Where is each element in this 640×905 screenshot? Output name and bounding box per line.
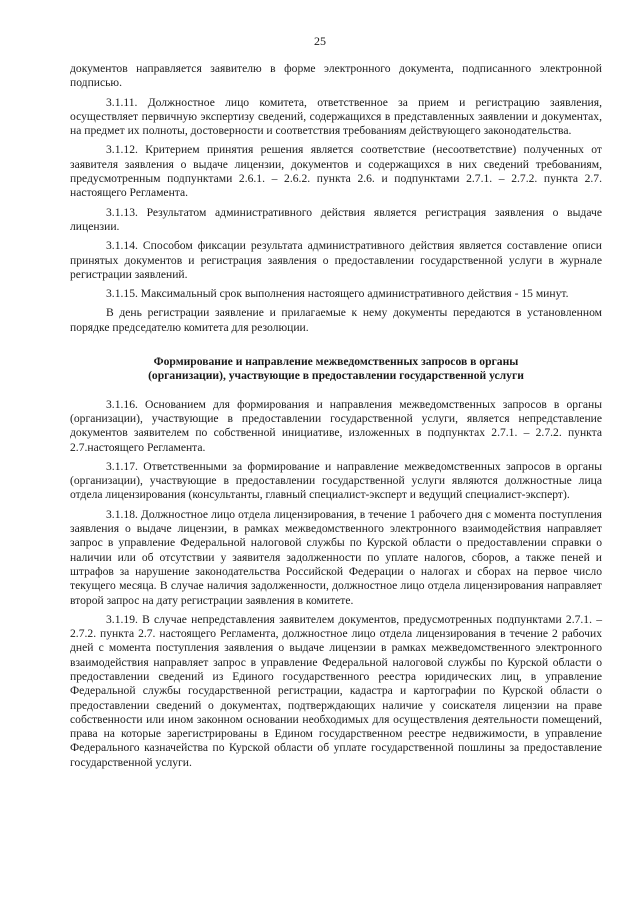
- paragraph-3-1-15: 3.1.15. Максимальный срок выполнения настоящего административного действия - 15 минут.: [106, 287, 569, 301]
- section-heading: [70, 355, 602, 384]
- paragraph-3-1-19: 3.1.19. В случае непредставления заявителем документов, предусмотренных подпунктами 2.7.1. – 2.7.2. пункта 2.7. настоящего Регламента, должностное лицо отдела лицензирования в течение 2 рабочих дней с момента поступления заявления о выдаче лицензии в рамках межведомственного электронного взаимодействия направляет запрос в управление Федеральной налоговой службы по Курской области о предоставлении сведений из Единого государственного реестра юридических лиц, в управление Федеральной службы государственной регистрации, кадастра и картографии по Курской области о предоставлении сведений о документах, подтверждающих наличие у соискателя лицензии на праве собственности или ином законном основании необходимых для осуществления деятельности помещений, права на которые зарегистрированы в Едином государственном реестре недвижимости, в управление Федерального казначейства по Курской области об уплате государственной пошлины за предоставление государственной услуги.: [70, 612, 602, 769]
- paragraph-3-1-16: 3.1.16. Основанием для формирования и направления межведомственных запросов в органы (организации), участвующие в предоставлении государственной услуги, является непредставление документов заявителем по собственной инициативе, изложенных в подпунктах 2.7.1. – 2.7.2. пункта 2.7.настоящего Регламента.: [70, 397, 602, 454]
- paragraph-3-1-14: 3.1.14. Способом фиксации результата административного действия является составление описи принятых документов и регистрация заявления о предоставлении государственной услуги в журнале регистрации заявлений.: [70, 239, 602, 281]
- section-heading-line-1: Формирование и направление межведомственных запросов в органы: [153, 355, 519, 369]
- paragraph-3-1-12: 3.1.12. Критерием принятия решения является соответствие (несоответствие) полученных от заявителя заявления о выдаче лицензии, документов и содержащихся в них сведений требованиям, предусмотренным подпунктами 2.6.1. – 2.6.2. пункта 2.6. и подпунктами 2.7.1. – 2.7.2. пункта 2.7. настоящего Регламента.: [70, 143, 602, 200]
- paragraph-3-1-18: 3.1.18. Должностное лицо отдела лицензирования, в течение 1 рабочего дня с момента поступления заявления о выдаче лицензии, в рамках межведомственного электронного взаимодействия направляет запрос в управление Федеральной налоговой службы по Курской области о предоставлении справки о наличии или об отсутствии у заявителя задолженности по уплате налогов, сборов, а также пеней и штрафов за нарушение законодательства Российской Федерации о налогах и сборах на первое число текущего месяца. В случае наличия задолженности, должностное лицо отдела лицензирования направляет второй запрос на дату регистрации заявления в комитете.: [70, 507, 602, 607]
- paragraph-registration-day: В день регистрации заявление и прилагаемые к нему документы передаются в установленном порядке председателю комитета для резолюции.: [70, 306, 602, 334]
- document-body: [70, 62, 602, 775]
- section-heading-line-2: (организации), участвующие в предоставлении государственной услуги: [148, 369, 524, 383]
- page-number: 25: [314, 34, 326, 48]
- paragraph-continuation: документов направляется заявителю в форме электронного документа, подписанного электронной подписью.: [70, 62, 602, 90]
- paragraph-3-1-11: 3.1.11. Должностное лицо комитета, ответственное за прием и регистрацию заявления, осуществляет первичную экспертизу сведений, содержащихся в представленных заявлении и документах, на предмет их полноты, достоверности и соответствия требованиям действующего законодательства.: [70, 95, 602, 138]
- paragraph-3-1-17: 3.1.17. Ответственными за формирование и направление межведомственных запросов в органы (организации), участвующие в предоставлении государственной услуги являются должностные лица отдела лицензирования (консультанты, главный специалист-эксперт и ведущий специалист-эксперт).: [70, 459, 602, 502]
- paragraph-3-1-13: 3.1.13. Результатом административного действия является регистрация заявления о выдаче лицензии.: [70, 205, 602, 233]
